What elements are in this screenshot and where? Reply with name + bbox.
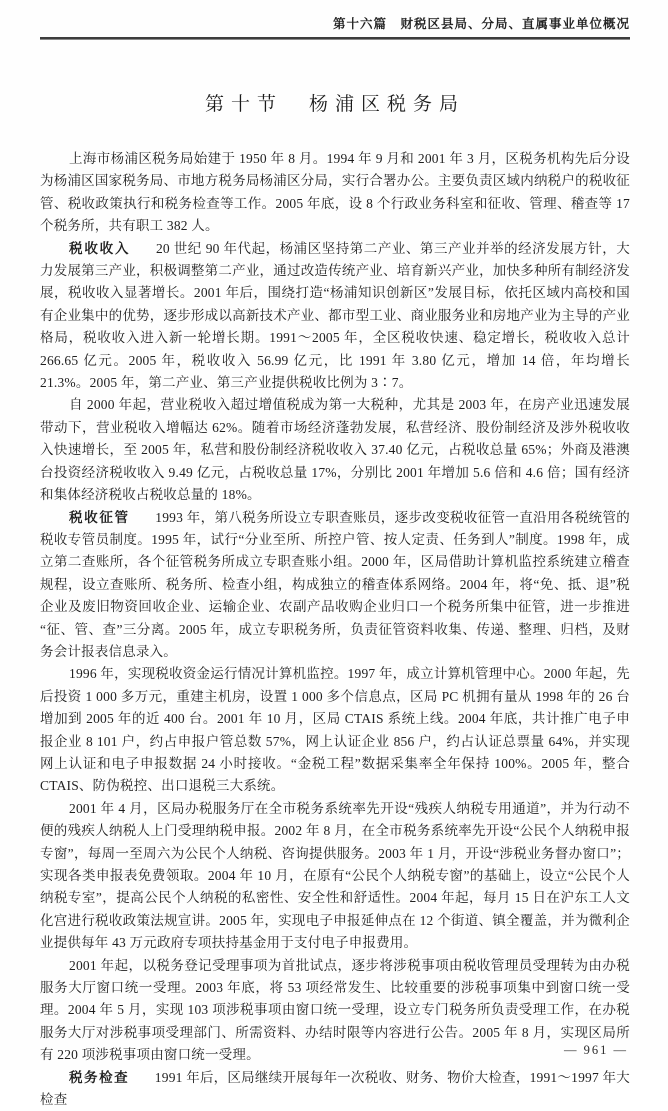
- running-header: 第十六篇 财税区县局、分局、直属事业单位概况: [332, 17, 630, 31]
- section-title: 第十节 杨浦区税务局: [204, 94, 465, 115]
- paragraph: [40, 1067, 630, 1111]
- paragraph-text: 2001 年起，以税务登记受理事项为首批试点，逐步将涉税事项由税收管理员受理转为由办税服务大厅窗口统一受理。2003 年底，将 53 项经常发生、比较重要的涉税事项集中到窗口统一受理。2004 年 5 月，实现 103 项涉税事项由窗口统一受理，设立专门税务所负责受理工作，在办税服务大厅对涉税事项受理部门、所需资料、办结时限等内容进行公告。2005 年 8 月，实现区局所有 220 项涉税事项由窗口统一受理。: [40, 957, 630, 1063]
- paragraph-text: 1996 年，实现税收资金运行情况计算机监控。1997 年，成立计算机管理中心。2000 年起，先后投资 1 000 多万元，重建主机房，设置 1 000 多个信息点，区局 PC 机拥有量从 1998 年的 26 台增加到 2005 年的近 400 台。2001 年 10 月，区局 CTAIS 系统上线。2004 年底，共计推广电子申报企业 8 101 户，约占申报户管总数 57%，网上认证企业 856 户，约占认证总票量 64%，并实现网上认证和电子申报数据 24 小时接收。“金税工程”数据采集率全年保持 100%。2005 年，整合 CTAIS、防伪税控、出口退税三大系统。: [40, 666, 630, 794]
- page-number: — 961 —: [564, 1043, 628, 1057]
- paragraph-text: 20 世纪 90 年代起，杨浦区坚持第二产业、第三产业并举的经济发展方针，大力发展第三产业，积极调整第二产业，通过改造传统产业、培育新兴产业，加快多种所有制经济发展，税收收入显著增长。2001 年后，围绕打造“杨浦知识创新区”发展目标，依托区域内高校和国有企业集中的优势，逐步形成以高新技术产业、都市型工业、商业服务业和房地产业为主导的产业格局，税收收入进入新一轮增长期。1991～2005 年，全区税收快速、稳定增长，税收收入总计 266.65 亿元。2005 年，税收收入 56.99 亿元，比 1991 年 3.80 亿元，增加 14 倍，年均增长 21.3%。2005 年，第二产业、第三产业提供税收比例为 3∶7。: [40, 240, 630, 391]
- header-rule: [40, 37, 630, 40]
- paragraph-text: 1993 年，第八税务所设立专职查账员，逐步改变税收征管一直沿用各税统管的税收专管员制度。1995 年，试行“分业至所、所控户管、按人定责、任务到人”制度。1998 年，成立第二查账所，各个征管税务所成立专职查账小组。2000 年，区局借助计算机监控系统建立稽查规程，设立查账所、税务所、检查小组，构成独立的稽查体系网络。2004 年，将“免、抵、退”税企业及废旧物资回收企业、运输企业、农副产品收购企业归口一个税务所集中征管，进一步推进“征、管、查”三分离。2005 年，成立专职税务所，负责征管资料收集、传递、整理、归档，及财务会计报表信息录入。: [40, 509, 630, 659]
- paragraph-text: 上海市杨浦区税务局始建于 1950 年 8 月。1994 年 9 月和 2001 年 3 月，区税务机构先后分设为杨浦区国家税务局、市地方税务局杨浦区分局，实行合署办公。主要负责区域内纳税户的税收征管、税收政策执行和税务检查等工作。2005 年底，设 8 个行政业务科室和征收、管理、稽查等 17 个税务所，共有职工 382 人。: [40, 151, 630, 234]
- paragraph-text: 1991 年后，区局继续开展每年一次税收、财务、物价大检查，1991～1997 年大检查: [40, 1069, 630, 1108]
- paragraph-label: 税收征管: [69, 509, 130, 525]
- paragraph-text: 2001 年 4 月，区局办税服务厅在全市税务系统率先开设“残疾人纳税专用通道”，并为行动不便的残疾人纳税人上门受理纳税申报。2002 年 8 月，在全市税务系统率先开设“公民个人纳税申报专窗”，每周一至周六为公民个人纳税、咨询提供服务。2003 年 1 月，开设“涉税业务督办窗口”；实现各类申报表免费领取。2004 年 10 月，在原有“公民个人纳税专窗”的基础上，设立“公民个人纳税专室”，提高公民个人纳税的私密性、安全性和舒适性。2004 年起，每月 15 日在沪东工人文化宫进行税收政策法规宣讲。2005 年，实现电子申报延伸点在 12 个街道、镇全覆盖，并为微利企业提供每年 43 万元政府专项扶持基金用于支付电子申报费用。: [40, 800, 630, 951]
- paragraph-text: 自 2000 年起，营业税收入超过增值税成为第一大税种，尤其是 2003 年，在房产业迅速发展带动下，营业税收入增幅达 62%。随着市场经济蓬勃发展，私营经济、股份制经济及涉外税收收入快速增长，至 2005 年，私营和股份制经济税收收入 37.40 亿元，占税收总量 65%；外商及港澳台投资经济税收收入 9.49 亿元，占税收总量 17%，分别比 2001 年增加 5.6 倍和 4.6 倍；国有经济和集体经济税收占税收总量的 18%。: [40, 397, 630, 503]
- paragraph: [40, 394, 630, 506]
- paragraph: [40, 798, 630, 955]
- paragraph: [40, 663, 630, 797]
- paragraph: [40, 955, 630, 1067]
- paragraph: [40, 238, 630, 395]
- paragraph: [40, 507, 630, 664]
- paragraph-label: 税收收入: [69, 240, 131, 256]
- paragraph-label: 税务检查: [69, 1069, 130, 1085]
- paragraph: [40, 148, 630, 238]
- article-body: [40, 148, 630, 1111]
